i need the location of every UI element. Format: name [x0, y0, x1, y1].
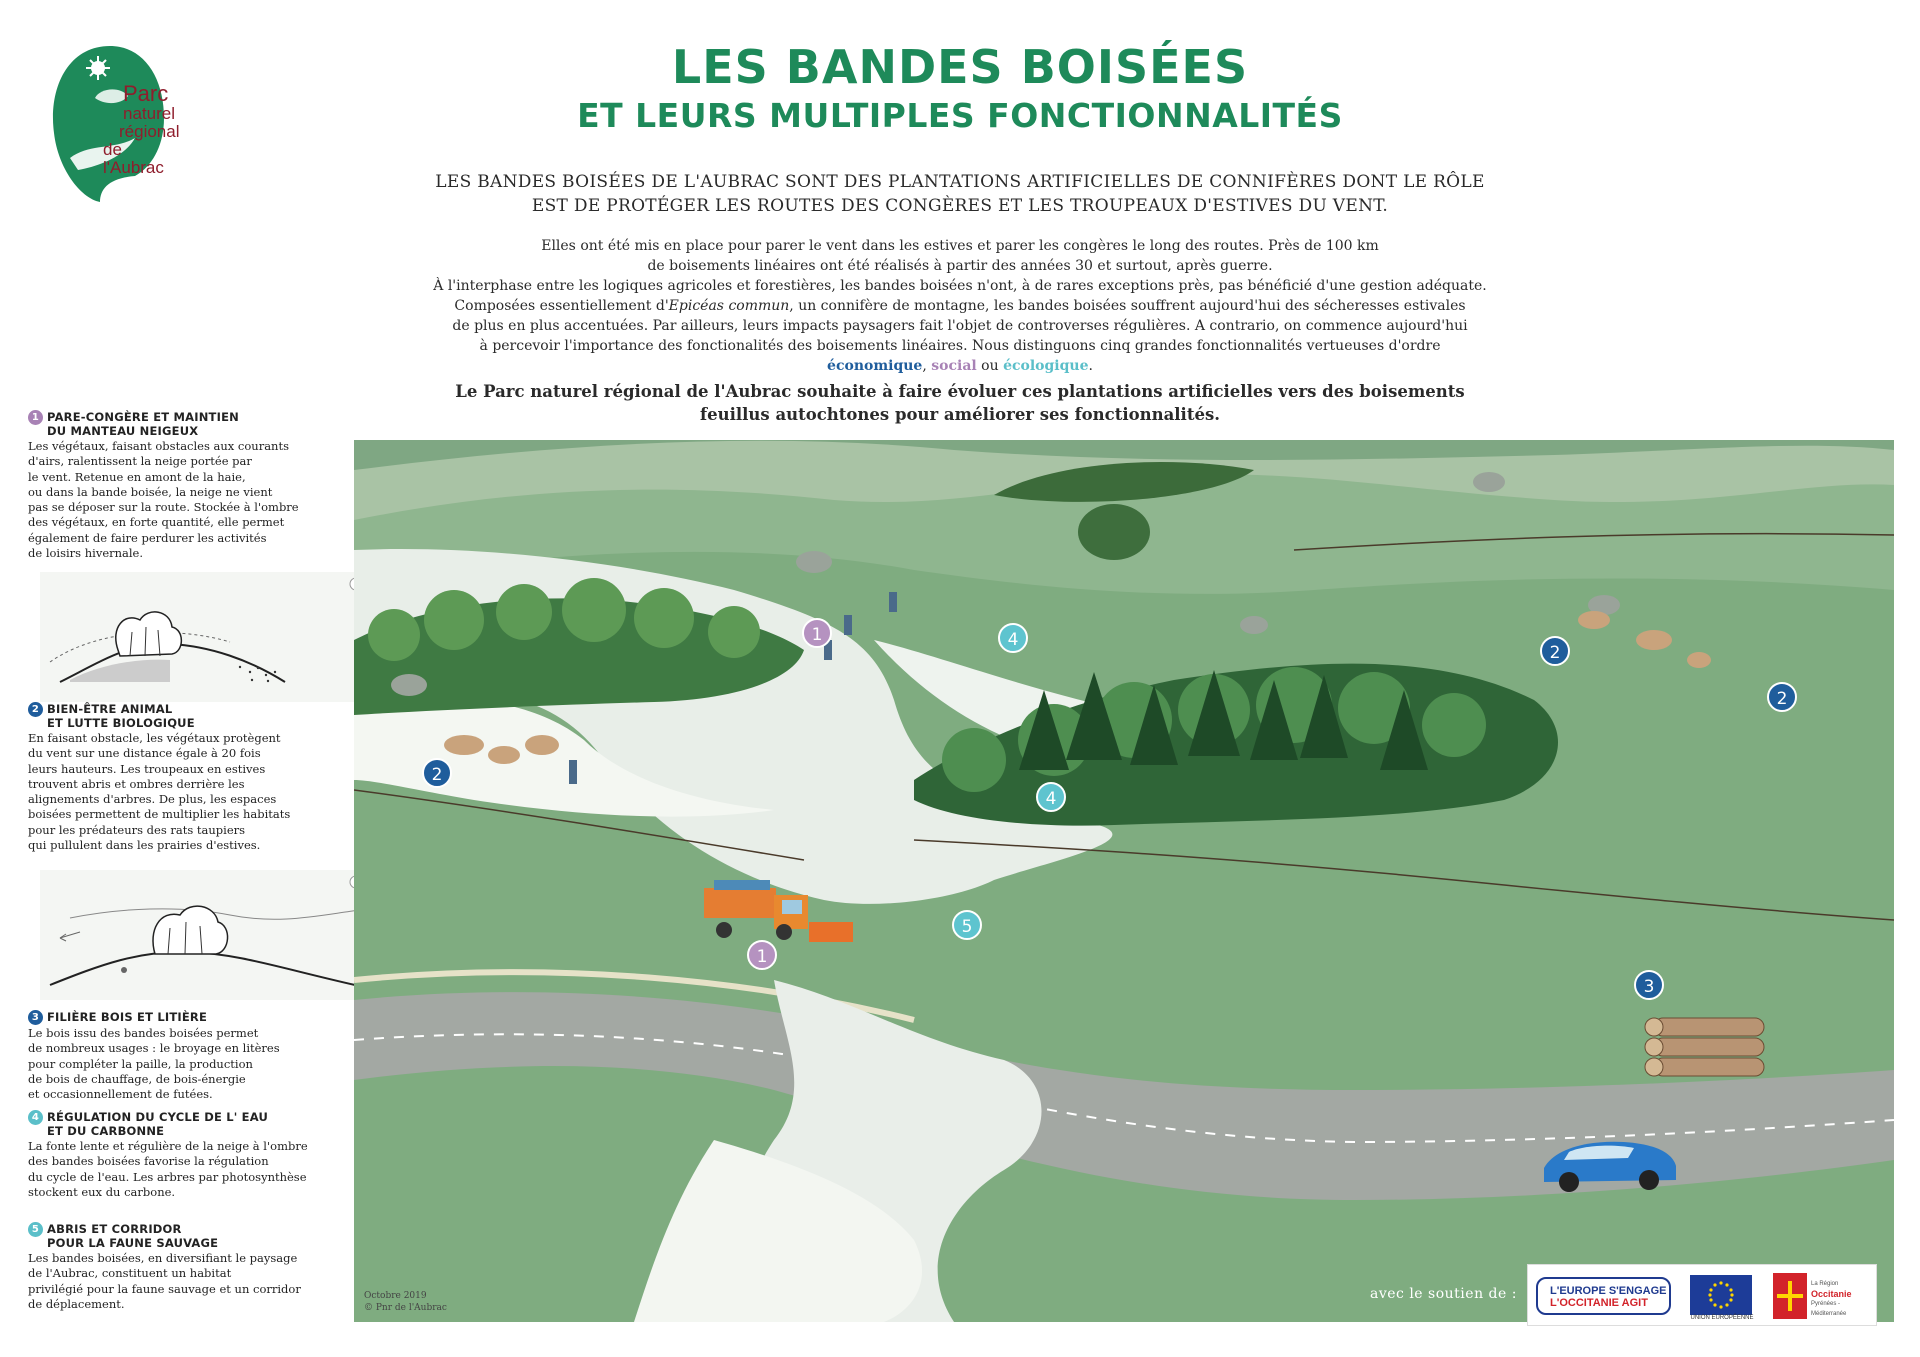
- eu-label: UNION EUROPÉENNE: [1690, 1315, 1754, 1321]
- intro-body: [380, 236, 1540, 376]
- keyword-sep-1: ,: [922, 358, 932, 374]
- function-heading-1-b: DU MANTEAU NEIGEUX: [47, 424, 199, 438]
- function-body-3: [28, 1026, 348, 1102]
- occitanie-cross-icon: [1773, 1273, 1807, 1319]
- function-body-4: [28, 1139, 348, 1200]
- function-line: privilégié pour la faune sauvage et un corridor: [28, 1281, 301, 1296]
- function-heading-5-a: ABRIS ET CORRIDOR: [47, 1222, 182, 1236]
- conclusion-line-2: feuillus autochtones pour améliorer ses fonctionnalités.: [700, 405, 1220, 424]
- badge-1: 1: [747, 940, 777, 970]
- occitanie-region-logo: [1773, 1273, 1873, 1319]
- function-heading-1: [28, 410, 348, 438]
- function-line: d'airs, ralentissent la neige portée par: [28, 454, 252, 469]
- function-line: leurs hauteurs. Les troupeaux en estives: [28, 761, 266, 776]
- badge-4: 4: [998, 623, 1028, 653]
- footer-credits: [364, 1290, 447, 1314]
- function-heading-1-a: PARE-CONGÈRE ET MAINTIEN: [47, 410, 239, 424]
- badge-2: 2: [1767, 682, 1797, 712]
- function-line: pas se déposer sur la route. Stockée à l'ombre: [28, 500, 299, 515]
- badge-5: 5: [952, 910, 982, 940]
- function-heading-text-4: [47, 1110, 268, 1138]
- function-line: Le bois issu des bandes boisées permet: [28, 1026, 259, 1040]
- intro-line-1: Elles ont été mis en place pour parer le vent dans les estives et parer les congères le long des routes. Près de 100 km: [541, 238, 1379, 254]
- function-line: également de faire perdurer les activités: [28, 530, 267, 545]
- keyword-economique: économique: [827, 358, 923, 374]
- function-section-3: [28, 1010, 348, 1102]
- function-number-5: 5: [28, 1222, 43, 1237]
- function-heading-3: [28, 1010, 348, 1025]
- function-line: Les bandes boisées, en diversifiant le paysage: [28, 1251, 298, 1265]
- intro-species: Epicéas commun: [668, 298, 790, 314]
- function-line: de l'Aubrac, constituent un habitat: [28, 1266, 232, 1281]
- function-line: La fonte lente et régulière de la neige à l'ombre: [28, 1139, 308, 1153]
- intro-line-2: de boisements linéaires ont été réalisés à partir des années 30 et surtout, après guerre.: [647, 258, 1273, 274]
- function-line: du cycle de l'eau. Les arbres par photosynthèse: [28, 1169, 307, 1184]
- function-heading-text-1: [47, 410, 239, 438]
- function-line: du vent sur une distance égale à 20 fois: [28, 746, 261, 761]
- function-body-1: [28, 439, 348, 561]
- function-line: qui pullulent dans les prairies d'estives.: [28, 838, 261, 853]
- logo-line-2: naturel: [123, 104, 175, 124]
- intro-lead-line-2: EST DE PROTÉGER LES ROUTES DES CONGÈRES ET LES TROUPEAUX D'ESTIVES DU VENT.: [531, 196, 1389, 216]
- keyword-end: .: [1088, 358, 1093, 374]
- snow-fence-sketch: [40, 572, 370, 702]
- intro-lead: [380, 170, 1540, 218]
- function-section-5: [28, 1222, 348, 1312]
- eu-flag-icon: [1690, 1275, 1752, 1315]
- europe-occitanie-logo: [1536, 1277, 1671, 1315]
- function-line: et occasionnellement de futées.: [28, 1087, 213, 1102]
- function-section-1: [28, 410, 348, 561]
- logo-line-1: Parc: [123, 81, 169, 106]
- function-line: boisées permettent de multiplier les habitats: [28, 807, 291, 822]
- function-heading-text-3: [47, 1010, 207, 1024]
- intro-line-6: à percevoir l'importance des fonctionalités des boisements linéaires. Nous distinguons cinq grandes fonctionnalités vertueuses d'ordre: [479, 338, 1441, 354]
- intro-lead-line-1: LES BANDES BOISÉES DE L'AUBRAC SONT DES PLANTATIONS ARTIFICIELLES DE CONNIFÈRES DONT LE RÔLE: [435, 172, 1485, 192]
- intro-line-4: [380, 296, 1540, 316]
- page-title: LES BANDES BOISÉES: [671, 40, 1249, 94]
- function-section-2: [28, 702, 348, 853]
- footer-credit: © Pnr de l'Aubrac: [364, 1303, 447, 1313]
- intro-line-4a: Composées essentiellement d': [454, 298, 669, 314]
- europe-line-1: L'EUROPE S'ENGAGE: [1550, 1285, 1667, 1297]
- badge-1: 1: [802, 618, 832, 648]
- intro-line-5: de plus en plus accentuées. Par ailleurs, leurs impacts paysagers fait l'objet de controverses régulières. A contrario, on commence aujourd'hui: [452, 318, 1468, 334]
- function-line: des végétaux, en forte quantité, elle permet: [28, 515, 285, 530]
- keyword-social: social: [931, 358, 977, 374]
- function-body-2: [28, 731, 348, 853]
- europe-line-2: L'OCCITANIE AGIT: [1550, 1297, 1648, 1309]
- function-heading-4: [28, 1110, 348, 1138]
- function-line: trouvent abris et ombres derrière les: [28, 776, 245, 791]
- page-subtitle: ET LEURS MULTIPLES FONCTIONNALITÉS: [577, 96, 1343, 135]
- keyword-ecologique: écologique: [1003, 358, 1089, 374]
- function-heading-2-b: ET LUTTE BIOLOGIQUE: [47, 716, 195, 730]
- function-line: pour compléter la paille, la production: [28, 1056, 253, 1071]
- intro-line-7: [380, 356, 1540, 376]
- function-heading-2: [28, 702, 348, 730]
- function-line: de loisirs hivernale.: [28, 546, 144, 561]
- function-line: des bandes boisées favorise la régulation: [28, 1154, 269, 1169]
- function-line: le vent. Retenue en amont de la haie,: [28, 469, 246, 484]
- function-line: pour les prédateurs des rats taupiers: [28, 822, 246, 837]
- footer-date: Octobre 2019: [364, 1291, 427, 1301]
- sponsor-logos: [1527, 1264, 1877, 1326]
- function-line: de déplacement.: [28, 1296, 125, 1311]
- function-heading-text-2: [47, 702, 195, 730]
- logo-line-4: de l'Aubrac: [103, 139, 164, 177]
- function-heading-5-b: POUR LA FAUNE SAUVAGE: [47, 1236, 219, 1250]
- function-heading-4-b: ET DU CARBONNE: [47, 1124, 165, 1138]
- region-line-1: La Région: [1811, 1281, 1839, 1287]
- function-number-1: 1: [28, 410, 43, 425]
- function-line: alignements d'arbres. De plus, les espaces: [28, 792, 277, 807]
- function-heading-text-5: [47, 1222, 218, 1250]
- region-line-2: Occitanie: [1811, 1289, 1852, 1299]
- function-number-2: 2: [28, 702, 43, 717]
- intro-conclusion: [380, 380, 1540, 426]
- function-number-4: 4: [28, 1110, 43, 1125]
- badge-4: 4: [1036, 782, 1066, 812]
- function-body-5: [28, 1251, 348, 1312]
- conclusion-line-1: Le Parc naturel régional de l'Aubrac souhaite à faire évoluer ces plantations artificielles vers des boisements: [455, 382, 1465, 401]
- landscape-illustration: [354, 440, 1894, 1322]
- function-heading-4-a: RÉGULATION DU CYCLE DE L' EAU: [47, 1110, 269, 1124]
- support-label: avec le soutien de :: [1370, 1286, 1517, 1302]
- function-heading-3-a: FILIÈRE BOIS ET LITIÈRE: [47, 1010, 208, 1024]
- function-line: de nombreux usages : le broyage en litères: [28, 1041, 280, 1056]
- function-section-4: [28, 1110, 348, 1200]
- intro-line-4b: , un connifère de montagne, les bandes boisées souffrent aujourd'hui des sécheresses estivales: [789, 298, 1466, 314]
- windbreak-sketch: [40, 870, 370, 1000]
- function-line: stockent eux du carbone.: [28, 1184, 176, 1199]
- logo-line-3: régional: [119, 121, 180, 141]
- function-line: En faisant obstacle, les végétaux protègent: [28, 731, 281, 745]
- function-line: de bois de chauffage, de bois-énergie: [28, 1071, 246, 1086]
- badge-3: 3: [1634, 970, 1664, 1000]
- occitanie-text: [1811, 1279, 1873, 1319]
- function-line: Les végétaux, faisant obstacles aux courants: [28, 439, 289, 453]
- function-heading-2-a: BIEN-ÊTRE ANIMAL: [47, 702, 173, 716]
- badge-2: 2: [422, 758, 452, 788]
- keyword-sep-2: ou: [976, 358, 1004, 374]
- function-heading-5: [28, 1222, 348, 1250]
- badge-2: 2: [1540, 636, 1570, 666]
- region-line-3: Pyrénées - Méditerranée: [1811, 1301, 1847, 1317]
- function-number-3: 3: [28, 1010, 43, 1025]
- intro-line-3: À l'interphase entre les logiques agricoles et forestières, les bandes boisées n'ont, à de rares exceptions près, pas bénéficié d'une gestion adéquate.: [433, 278, 1487, 294]
- function-line: ou dans la bande boisée, la neige ne vient: [28, 484, 273, 499]
